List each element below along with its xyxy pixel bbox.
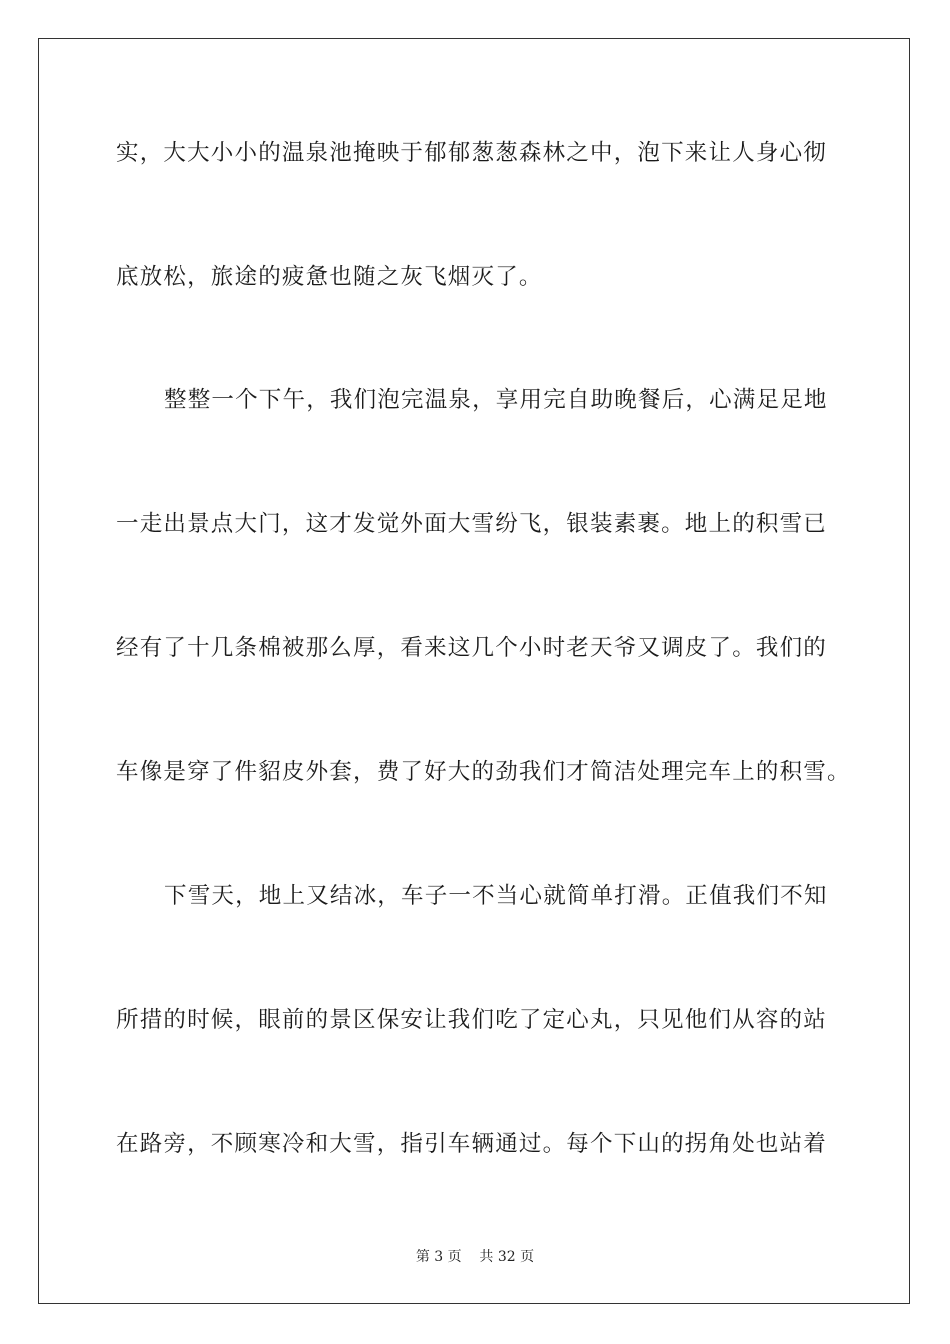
page-border [38, 38, 910, 1304]
text-line: 经有了十几条棉被那么厚，看来这几个小时老天爷又调皮了。我们的 [116, 635, 828, 661]
paragraph-start-line: 下雪天，地上又结冰，车子一不当心就简单打滑。正值我们不知 [164, 883, 828, 909]
text-line: 车像是穿了件貂皮外套，费了好大的劲我们才简洁处理完车上的积雪。 [116, 759, 851, 785]
text-line: 实，大大小小的温泉池掩映于郁郁葱葱森林之中，泡下来让人身心彻 [116, 140, 828, 166]
paragraph-start-line: 整整一个下午，我们泡完温泉，享用完自助晚餐后，心满足足地 [164, 387, 828, 413]
text-line: 底放松，旅途的疲惫也随之灰飞烟灭了。 [116, 264, 543, 290]
page-number-footer: 第 3 页 共 32 页 [415, 1249, 535, 1265]
text-line: 在路旁，不顾寒冷和大雪，指引车辆通过。每个下山的拐角处也站着 [116, 1131, 828, 1157]
text-line: 一走出景点大门，这才发觉外面大雪纷飞，银装素裹。地上的积雪已 [116, 511, 828, 537]
text-line: 所措的时候，眼前的景区保安让我们吃了定心丸，只见他们从容的站 [116, 1007, 828, 1033]
